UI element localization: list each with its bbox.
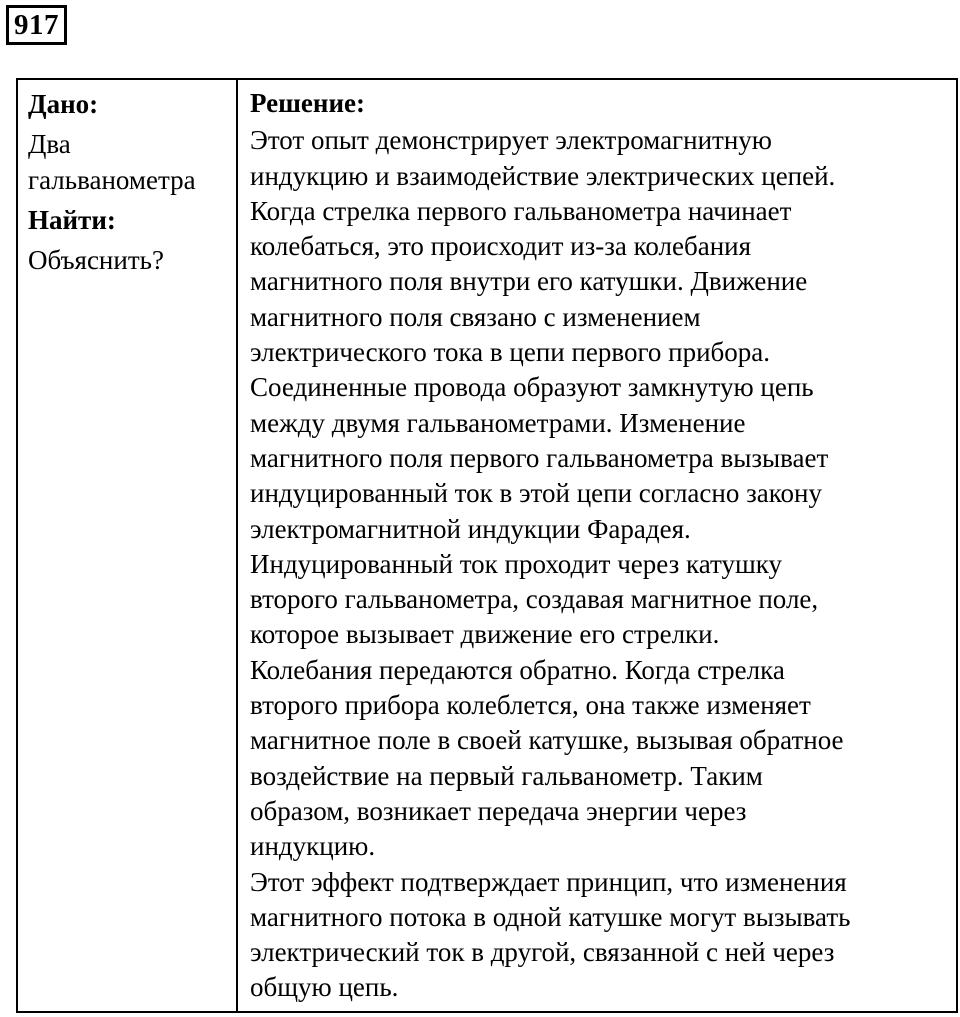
solution-line: индукцию и взаимодействие электрических цепей. [250, 160, 836, 191]
solution-line: индуцированный ток в этой цепи согласно закону [250, 478, 822, 509]
task-table [16, 78, 958, 1013]
solution-line: Этот опыт демонстрирует электромагнитную [250, 125, 772, 156]
solution-line: электромагнитной индукции Фарадея. [250, 513, 691, 544]
solution-line: магнитное поле в своей катушке, вызывая обратное [250, 725, 844, 756]
solution-line: Когда стрелка первого гальванометра начинает [250, 195, 792, 226]
solution-heading: Решение: [250, 88, 365, 118]
solution-line: образом, возникает передача энергии через [250, 795, 747, 826]
solution-text [250, 123, 950, 1005]
given-text [28, 126, 236, 198]
given-line: Два [28, 129, 71, 159]
solution-line: магнитного поля первого гальванометра вызывает [250, 442, 829, 473]
solution-line: общую цепь. [250, 972, 399, 1003]
solution-line: воздействие на первый гальванометр. Таким [250, 760, 763, 791]
solution-line: Этот эффект подтверждает принцип, что изменения [250, 866, 847, 897]
solution-line: Колебания передаются обратно. Когда стрелка [250, 654, 785, 685]
find-text: Объяснить? [28, 245, 164, 275]
solution-line: Индуцированный ток проходит через катушку [250, 548, 782, 579]
solution-line: электрического тока в цепи первого прибора. [250, 337, 771, 368]
given-column [18, 80, 238, 1011]
solution-line: магнитного поля связано с изменением [250, 301, 701, 332]
solution-column [238, 80, 956, 1011]
solution-line: колебаться, это происходит из-за колебания [250, 231, 752, 262]
solution-line: магнитного поля внутри его катушки. Движение [250, 266, 808, 297]
solution-line: между двумя гальванометрами. Изменение [250, 407, 746, 438]
solution-line: второго прибора колеблется, она также изменяет [250, 690, 811, 721]
solution-line: индукцию. [250, 831, 376, 862]
solution-line: второго гальванометра, создавая магнитное поле, [250, 584, 819, 615]
problem-number: 917 [6, 5, 67, 45]
solution-line: Соединенные провода образуют замкнутую цепь [250, 372, 814, 403]
find-heading: Найти: [28, 205, 116, 235]
given-heading: Дано: [28, 89, 99, 119]
solution-line: магнитного потока в одной катушке могут вызывать [250, 901, 851, 932]
solution-line: электрический ток в другой, связанной с ней через [250, 937, 835, 968]
solution-line: которое вызывает движение его стрелки. [250, 619, 720, 650]
given-line: гальванометра [28, 165, 196, 195]
